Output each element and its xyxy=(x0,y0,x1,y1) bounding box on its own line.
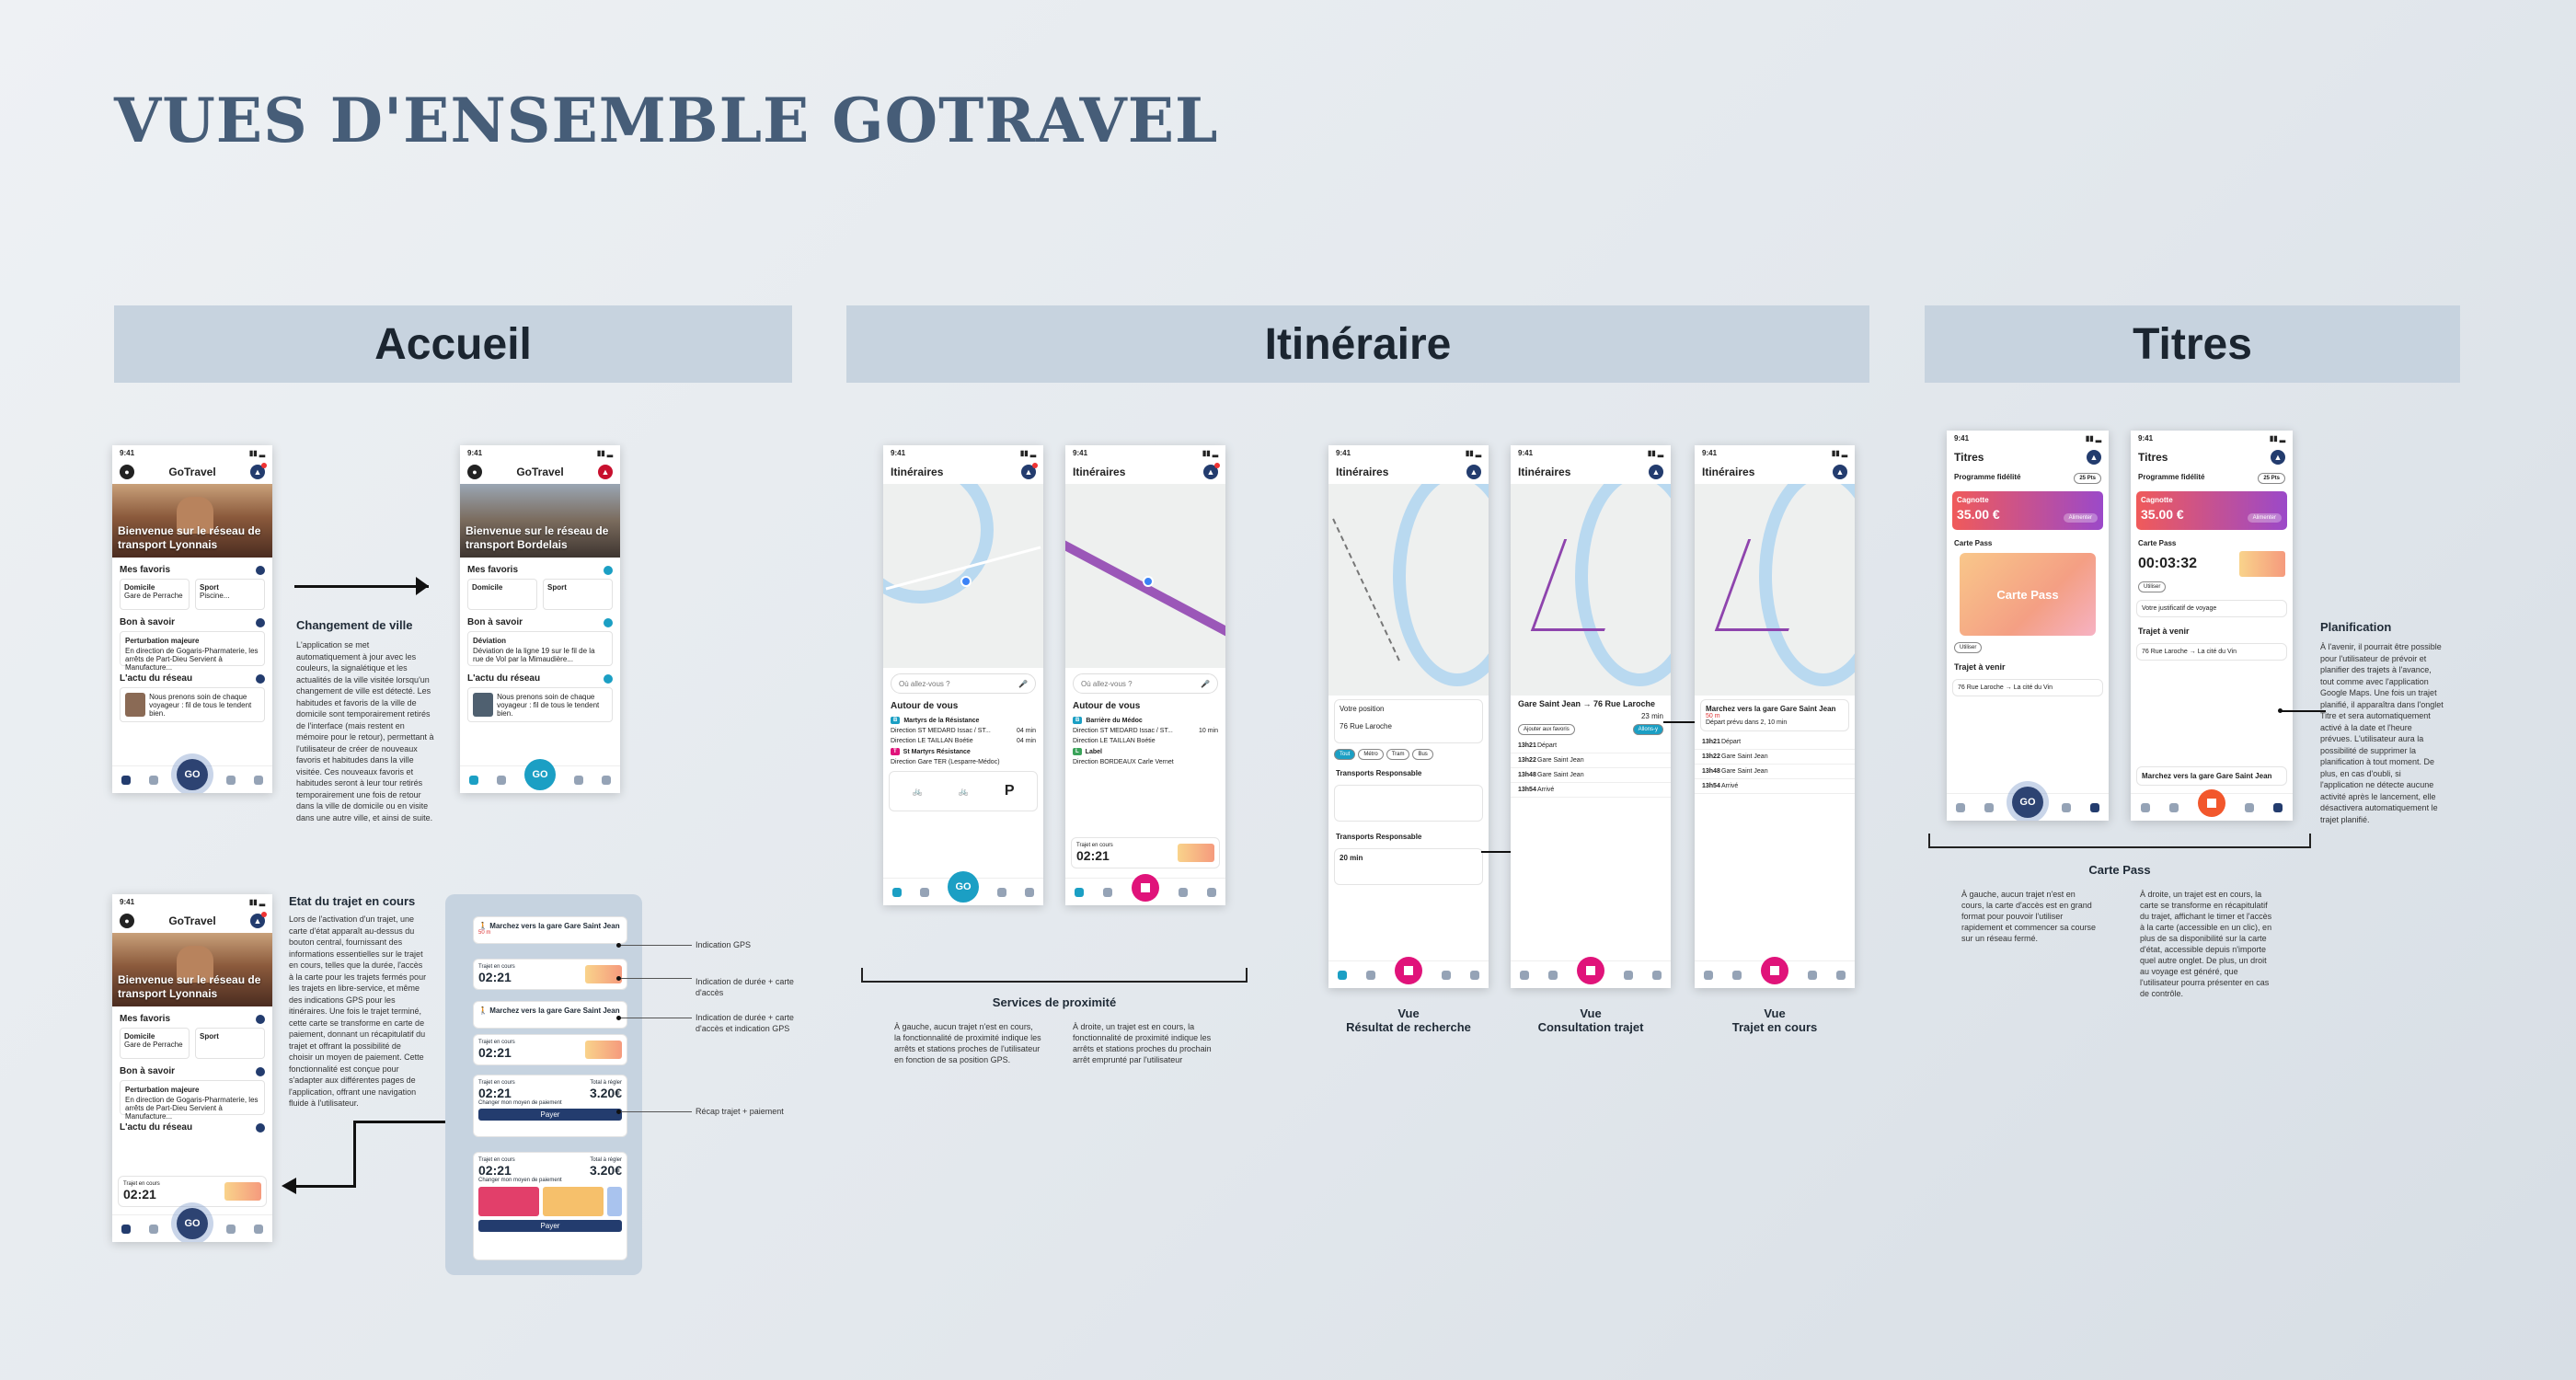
map[interactable] xyxy=(883,484,1043,668)
annotation-duration: Indication de durée + carte d'accès xyxy=(696,977,794,997)
tab-icon[interactable] xyxy=(226,776,236,785)
notification-icon[interactable]: ▲ xyxy=(250,465,265,479)
hero-banner xyxy=(112,484,272,558)
actu-card[interactable]: Nous prenons soin de chaque voyageur : fil de tous le tendent bien. xyxy=(467,687,613,722)
actu-card[interactable]: Nous prenons soin de chaque voyageur : fil de tous le tendent bien. xyxy=(120,687,265,722)
go-button[interactable]: GO xyxy=(177,759,208,790)
section-itineraire: Itinéraire xyxy=(846,305,1869,383)
annotation-duration-gps: Indication de durée + carte d'accès et indication GPS xyxy=(696,1013,794,1033)
gps-card[interactable]: 🚶 Marchez vers la gare Gare Saint Jean 50 m xyxy=(473,916,627,944)
news-card[interactable]: Perturbation majeure En direction de Gogaris-Pharmaterie, les arrêts de Part-Dieu Servient à Manufacture... xyxy=(120,631,265,666)
fav-card[interactable]: Sport xyxy=(543,579,613,610)
avatar-icon[interactable]: ● xyxy=(467,465,482,479)
phone-titres: 9:41 ▮▮ ▂ Titres ▲ Programme fidélité 25 Pts Cagnotte 35.00 € Alimenter Carte Pass Carte Pass Utiliser Trajet à venir 76 Rue Laroche → La cité du Vin GO xyxy=(1947,431,2109,821)
search-input[interactable]: Où allez-vous ? 🎤 xyxy=(891,673,1036,694)
arrow-line xyxy=(294,585,429,588)
phone-home-trip: 9:41 ▮▮ ▂ ● GoTravel ▲ Bienvenue sur le réseau de transport Lyonnais Mes favoris Domicile Gare de Perrache Sport Bon à savoir Perturbation majeure En direction de Gogaris-Pharmaterie, les arrêts de Part-Dieu Servient à Manufacture... L'actu du réseau Trajet en cours 02:21 GO xyxy=(112,894,272,1242)
carte-pass-title: Carte Pass xyxy=(2088,863,2151,877)
phone-home-lyon: 9:41 ▮▮ ▂ ● GoTravel ▲ Bienvenue sur le réseau de transport Lyonnais Mes favoris Domicile Gare de Perrache Sport Piscine... Bon à savoir Perturbation majeure En direction de Gogaris-Pharmaterie, les arrêts de Part-Dieu Servient à Manufacture... L'actu du réseau Nous prenons soin de chaque voyageur : fil de tous le tendent bien. GO xyxy=(112,445,272,793)
hero-banner: Bienvenue sur le réseau de transport Bordelais xyxy=(460,484,620,558)
know-title: Bon à savoir xyxy=(120,617,176,627)
planification-note: Planification À l'avenir, il pourrait être possible pour l'utilisateur de prévoir et planifier des trajets à l'avance, tout comme avec l'application Google Maps. Une fois un trajet planifié, il apparaîtra dans l'onglet Titre et sera automatiquement activé à la date et l'heure prévues. L'utilisateur aura la possibilité de supprimer la planification à tout moment. De plus, en cas d'oubli, si l'application ne détecte aucune activité après le lancement, elle désactivera automatiquement le trajet planifié. xyxy=(2320,620,2444,824)
annotation-gps: Indication GPS xyxy=(696,940,752,949)
route-option[interactable]: 20 min xyxy=(1334,848,1483,885)
go-button[interactable]: Allons-y xyxy=(1633,724,1663,735)
prox-left: À gauche, aucun trajet n'est en cours, la fonctionnalité de proximité indique les arrêts et stations proches de l'utilisateur en fonction de sa position GPS. xyxy=(894,1022,1041,1064)
fav-card[interactable]: Domicile xyxy=(467,579,537,610)
city-change-note: Changement de ville L'application se met automatiquement à jour avec les couleurs, la signalétique et les actualités de la ville visitée lorsqu'un changement de ville est détecté. Les habitudes et favoris de la ville de domicile sont temporairement retirés de l'interface (mais restent en mémoire pour le retour), permettant à l'utilisateur de créer de nouveaux favoris et habitudes dans la ville visitée. Ces nouveaux favoris et habitudes seront à leur tour retirés temporairement une fois de retour dans la ville de domicile ou en visite dans une autre ville, et ainsi de suite. xyxy=(296,618,434,822)
phone-home-bordeaux: 9:41 ▮▮ ▂ ● GoTravel ▲ Bienvenue sur le réseau de transport Bordelais Mes favoris Domicile Sport Bon à savoir Déviation Déviation de la ligne 19 sur le fil de la rue de Vol par la Mimaudière... L'actu du réseau Nous prenons soin de chaque voyageur : fil de tous le tendent bien. GO xyxy=(460,445,620,793)
view-caption-1: Vue Résultat de recherche xyxy=(1346,1006,1471,1034)
pay-button[interactable]: Payer xyxy=(478,1109,622,1121)
prox-title: Services de proximité xyxy=(992,995,1117,1009)
duration-card-2[interactable]: Trajet en cours 02:21 xyxy=(473,1034,627,1065)
cagnotte-card[interactable]: Cagnotte 35.00 € Alimenter xyxy=(1952,491,2103,530)
phone-search-result: 9:41 ▮▮ ▂ Itinéraires ▲ Votre position 76 Rue Laroche Tout Métro Tram Bus Transports Responsable Transports Responsable 20 min xyxy=(1328,445,1489,988)
prox-right: À droite, un trajet est en cours, la fonctionnalité de proximité indique les arrêts et stations proches du prochain arrêt emprunté par l'utilisateur xyxy=(1073,1022,1212,1064)
phone-itin-nearby: 9:41 ▮▮ ▂ Itinéraires ▲ Où allez-vous ? 🎤 Autour de vous B Martyrs de la Résistance Direction ST MEDARD Issac / ST... 04 min Direction LE TAILLAN Boétie 04 min T St Martyrs Résistance Direction Gare TER (Lesparre-Médoc) 🚲 🚲 P GO xyxy=(883,445,1043,905)
home-tab-icon[interactable] xyxy=(121,776,131,785)
payment-card[interactable]: Trajet en cours Total à régler 02:21 3.20€ Changer mon moyen de paiement Payer xyxy=(473,1152,627,1260)
actu-title: L'actu du réseau xyxy=(120,673,193,684)
view-caption-3: Vue Trajet en cours xyxy=(1731,1006,1818,1034)
fav-card[interactable]: Domicile Gare de Perrache xyxy=(120,579,190,610)
use-button[interactable]: Utiliser xyxy=(1954,642,1982,653)
page-title: VUES D'ENSEMBLE GOTRAVEL xyxy=(114,85,1219,156)
go-button[interactable]: GO xyxy=(524,759,556,790)
stop-button[interactable] xyxy=(1132,874,1159,902)
phone-trip-ongoing: 9:41 ▮▮ ▂ Itinéraires ▲ Marchez vers la gare Gare Saint Jean 50 m Départ prévu dans 2, 10 min 13h21 Départ 13h22 Gare Saint Jean 13h48 Gare Saint Jean 13h54 Arrivé xyxy=(1695,445,1855,988)
phone-itin-nearby-trip: 9:41 ▮▮ ▂ Itinéraires ▲ Où allez-vous ? 🎤 Autour de vous B Barrière du Médoc Direction ST MEDARD Issac / ST... 10 min Direction LE TAILLAN Boétie L Label Direction BORDEAUX Carle Vernet Trajet en cours 02:21 xyxy=(1065,445,1225,905)
recap-card[interactable]: Trajet en cours Total à régler 02:21 3.20€ Changer mon moyen de paiement Payer xyxy=(473,1075,627,1137)
app-name: GoTravel xyxy=(168,466,216,478)
trip-cards-panel xyxy=(445,894,642,1275)
carte-pass-right: À droite, un trajet est en cours, la carte se transforme en récapitulatif du trajet, affichant le timer et l'accès à la carte (accessible en un clic), en plus de sa disponibilité sur la carte d'état, accessible depuis n'importe quel autre onglet. De plus, un droit au voyage est généré, que l'utilisateur pourra présenter en cas de contrôle. xyxy=(2140,890,2272,998)
hero-text: Bienvenue sur le réseau de transport Lyonnais xyxy=(118,524,261,551)
duration-card[interactable]: Trajet en cours 02:21 xyxy=(473,959,627,990)
view-caption-2: Vue Consultation trajet xyxy=(1537,1006,1644,1034)
notification-icon[interactable]: ▲ xyxy=(598,465,613,479)
news-card[interactable]: Déviation Déviation de la ligne 19 sur le fil de la rue de Vol par la Mimaudière... xyxy=(467,631,613,666)
tab-icon[interactable] xyxy=(254,776,263,785)
bracket xyxy=(861,968,1248,983)
annotation-recap: Récap trajet + paiement xyxy=(696,1107,784,1116)
pass-card[interactable]: Carte Pass xyxy=(1960,553,2096,636)
trip-state-note: Etat du trajet en cours Lors de l'activation d'un trajet, une carte d'état apparaît au-dessus du bouton central, fournissant des informations essentielles sur le trajet en cours, telles que la durée, l'accès à la carte pour les trajets fermés pour les trajets en libre-service, et même des indications GPS pour les itinéraires. Une fois le trajet terminé, cette carte se transforme en carte de paiement, donnant un récapitulatif du trajet et offrant la possibilité de choisir un moyen de paiement. Cette fonctionnalité est conçue pour s'adapter aux différentes pages de l'application, offrant une navigation fluide à l'utilisateur. xyxy=(289,894,427,1108)
trip-state-card[interactable]: Trajet en cours 02:21 xyxy=(118,1176,267,1207)
arrow-head xyxy=(282,1178,296,1194)
tab-bar xyxy=(112,765,272,793)
pass-timer: 00:03:32 xyxy=(2138,556,2198,571)
favorites-title: Mes favoris xyxy=(120,565,171,575)
section-accueil: Accueil xyxy=(114,305,792,383)
avatar-icon[interactable]: ● xyxy=(120,465,134,479)
tab-icon[interactable] xyxy=(149,776,158,785)
status-time: 9:41 xyxy=(120,448,135,457)
phone-titres-trip: 9:41 ▮▮ ▂ Titres ▲ Programme fidélité 25 Pts Cagnotte 35.00 € Alimenter Carte Pass 00:03:32 Utiliser Votre justificatif de voyage Trajet à venir 76 Rue Laroche → La cité du Vin Marchez vers la gare Gare Saint Jean xyxy=(2131,431,2293,821)
phone-trip-consult: 9:41 ▮▮ ▂ Itinéraires ▲ Gare Saint Jean → 76 Rue Laroche 23 min Ajouter aux favoris Allons-y 13h21 Départ 13h22 Gare Saint Jean 13h48 Gare Saint Jean 13h54 Arrivé xyxy=(1511,445,1671,988)
fav-card[interactable]: Sport Piscine... xyxy=(195,579,265,610)
section-titres: Titres xyxy=(1925,305,2460,383)
map[interactable] xyxy=(1065,484,1225,668)
arrow-head xyxy=(416,577,429,595)
carte-pass-left: À gauche, aucun trajet n'est en cours, la carte d'accès est en grand format pour pouvoir l'utiliser rapidement et commencer sa course sur un réseau fermé. xyxy=(1961,890,2097,943)
gps-card-2[interactable]: 🚶 Marchez vers la gare Gare Saint Jean xyxy=(473,1001,627,1029)
